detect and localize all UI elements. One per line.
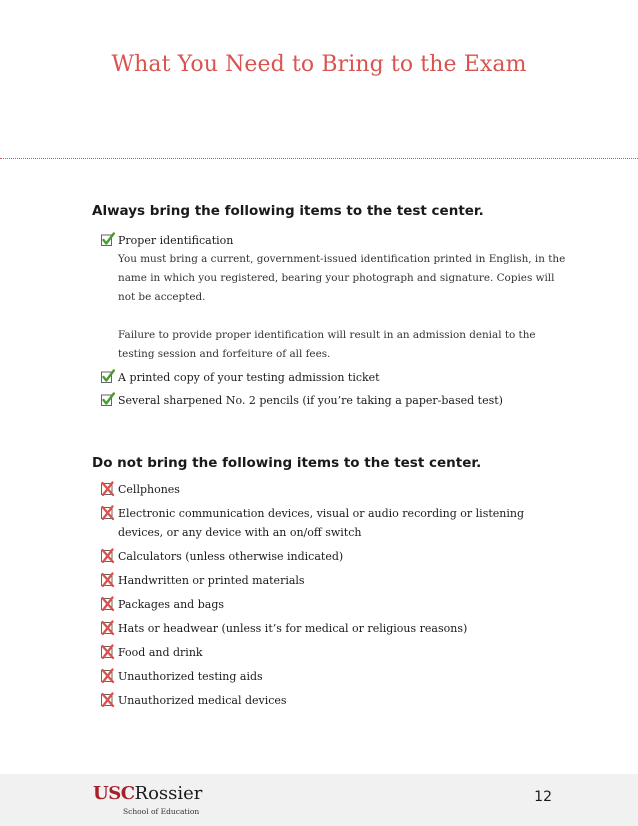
do-not-bring-list [92, 480, 572, 710]
list-item [92, 643, 572, 662]
item-label: Proper identification [118, 234, 234, 247]
x-icon [100, 692, 115, 707]
item-detail: Failure to provide proper identification will result in an admission denial to the testing session and forfeiture of all fees. [118, 329, 536, 360]
always-bring-list [92, 231, 572, 410]
check-icon [100, 369, 115, 384]
do-not-bring-heading: Do not bring the following items to the test center. [92, 455, 482, 471]
list-item [92, 231, 572, 364]
do-not-bring-section [92, 455, 572, 715]
list-item [92, 691, 572, 710]
x-icon [100, 620, 115, 635]
list-item [92, 504, 572, 542]
item-label: Calculators (unless otherwise indicated) [118, 550, 344, 563]
item-label: Handwritten or printed materials [118, 574, 305, 587]
x-icon [100, 644, 115, 659]
x-icon [100, 668, 115, 683]
item-label: Packages and bags [118, 598, 225, 611]
item-label: A printed copy of your testing admission ticket [118, 371, 380, 384]
list-item [92, 547, 572, 566]
dotted-divider [0, 158, 638, 159]
list-item [92, 571, 572, 590]
item-detail: You must bring a current, government-issued identification printed in English, in the name in which you registered, bearing your photograph and signature. Copies will not be accepted. [118, 253, 566, 303]
item-label: Several sharpened No. 2 pencils (if you’re taking a paper-based test) [118, 394, 503, 407]
usc-rossier-logo [93, 784, 202, 816]
page-footer [0, 774, 638, 826]
list-item [92, 368, 572, 387]
x-icon [100, 572, 115, 587]
item-label: Unauthorized medical devices [118, 694, 287, 707]
page-title: What You Need to Bring to the Exam [111, 52, 527, 77]
logo-wordmark [93, 784, 202, 804]
check-icon [100, 392, 115, 407]
item-label: Food and drink [118, 646, 203, 659]
always-bring-section [92, 203, 572, 414]
x-icon [100, 505, 115, 520]
item-label: Hats or headwear (unless it’s for medical or religious reasons) [118, 622, 468, 635]
list-item [92, 667, 572, 686]
list-item [92, 480, 572, 499]
list-item [92, 619, 572, 638]
x-icon [100, 548, 115, 563]
check-icon [100, 232, 115, 247]
x-icon [100, 596, 115, 611]
always-bring-heading: Always bring the following items to the test center. [92, 203, 484, 219]
page-number: 12 [534, 789, 552, 805]
list-item [92, 595, 572, 614]
item-label: Unauthorized testing aids [118, 670, 263, 683]
logo-usc-text: USC [93, 783, 135, 804]
list-item [92, 391, 572, 410]
item-label: Electronic communication devices, visual or audio recording or listening devices, or any device with an on/off switch [118, 507, 525, 539]
logo-rossier-text: Rossier [134, 783, 203, 804]
logo-subtitle: School of Education [123, 807, 200, 816]
x-icon [100, 481, 115, 496]
item-label: Cellphones [118, 483, 180, 496]
